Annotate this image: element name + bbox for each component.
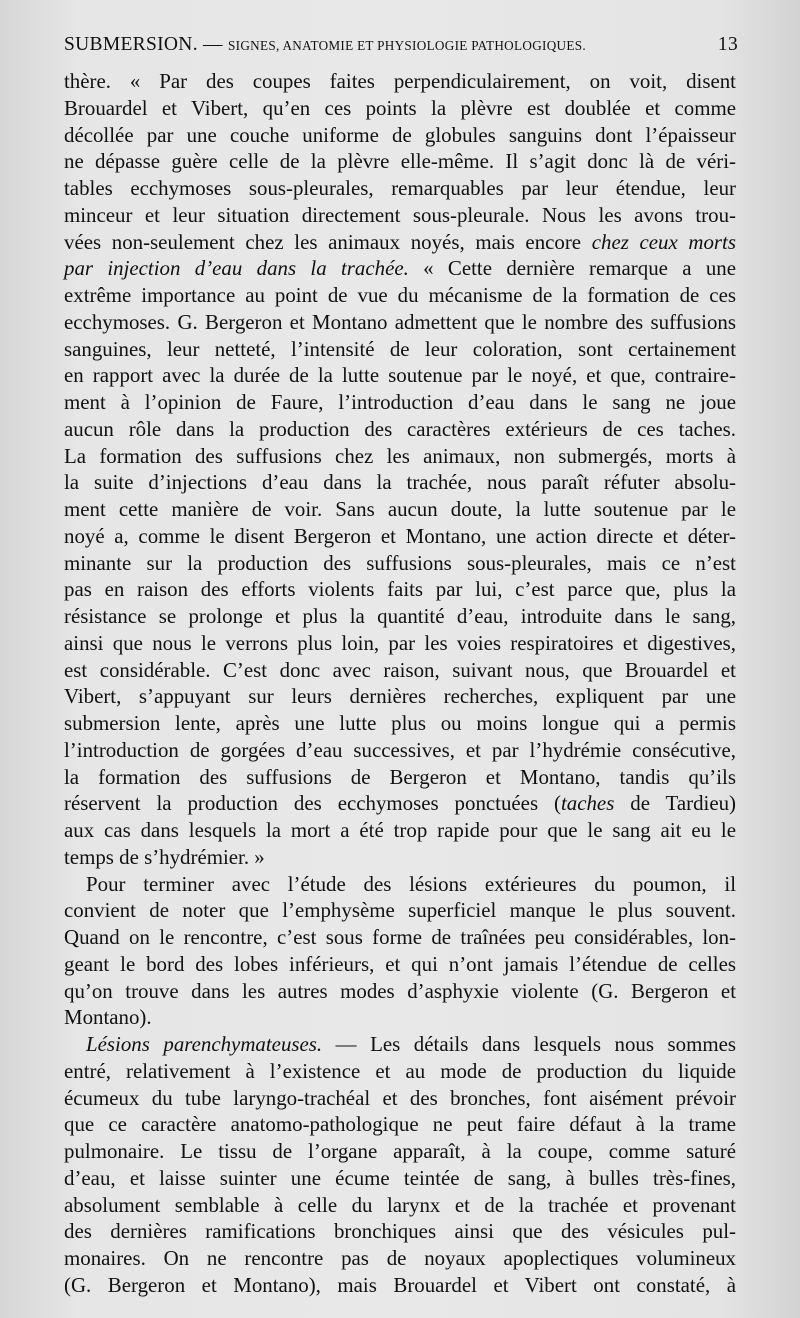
text-line: ne dépasse guère celle de la plèvre elle-même. Il s’agit donc là de véri- [64,149,736,174]
text-line: entré, relativement à l’existence et au mode de production du liquide [64,1058,736,1083]
text-line: réservent la production des ecchymoses ponctuées (taches de Tardieu) [64,791,736,816]
italic-phrase: chez ceux morts [591,229,736,254]
text-line: décollée par une couche uniforme de globules sanguins dont l’épaisseur [64,122,736,147]
text-line: Brouardel et Vibert, qu’en ces points la plèvre est doublée et comme [64,95,736,120]
running-header [64,34,738,58]
text-line: (G. Bergeron et Montano), mais Brouardel et Vibert ont constaté, à [64,1272,736,1297]
text-line: la formation des suffusions de Bergeron et Montano, tandis qu’ils [64,764,736,789]
italic-word: taches [560,791,615,816]
text-line: minceur et leur situation directement sous-pleurale. Nous les avons trou- [64,202,736,227]
text-line: que ce caractère anatomo-pathologique ne peut faire défaut à la trame [64,1112,736,1137]
text-line: noyé a, comme le disent Bergeron et Montano, une action directe et déter- [64,523,736,548]
text-line: est considérable. C’est donc avec raison, suivant nous, que Brouardel et [64,657,736,682]
text-line: pulmonaire. Le tissu de l’organe apparaît, à la coupe, comme saturé [64,1139,736,1163]
text-line: pas en raison des efforts violents faits par lui, c’est parce que, plus la [64,577,736,602]
text-line: absolument semblable à celle du larynx et de la trachée et provenant [64,1192,736,1217]
text-line: Quand on le rencontre, c’est sous forme de traînées peu considérables, lon- [64,925,736,949]
text-line: écumeux du tube laryngo-trachéal et des bronches, font aisément prévoir [64,1085,736,1110]
text-line: résistance se prolonge et plus la quantité d’eau, introduite dans le sang, [64,604,736,628]
text-line: ainsi que nous le verrons plus loin, par les voies respiratoires et digestives, [64,630,736,655]
text-line: en rapport avec la durée de la lutte soutenue par le noyé, et que, contraire- [64,363,736,388]
text-line: d’eau, et laisse suinter une écume teintée de sang, à bulles très-fines, [64,1165,736,1190]
text-line: Montano). [64,1005,152,1030]
text-line: des dernières ramifications bronchiques ainsi que des vésicules pul- [64,1219,736,1244]
text-line: geant le bord des lobes inférieurs, et qui n’ont jamais l’étendue de celles [64,951,736,976]
text-line: Vibert, s’appuyant sur leurs dernières recherches, expliquent par une [64,684,736,709]
body-text [64,68,736,1299]
text-line: La formation des suffusions chez les animaux, non submergés, morts à [64,443,736,468]
text-line: ment cette manière de voir. Sans aucun doute, la lutte soutenue par le [64,497,736,521]
italic-phrase: par injection d’eau dans la trachée. [64,256,409,281]
text-line: vées non-seulement chez les animaux noyés, mais encore chez ceux morts [64,229,736,254]
text-line: tables ecchymoses sous-pleurales, remarquables par leur étendue, leur [64,176,736,200]
text-line: l’introduction de gorgées d’eau successives, et par l’hydrémie consécutive, [64,737,736,762]
text-line: sanguines, leur netteté, l’intensité de leur coloration, sont certainement [64,336,736,361]
text-line: aux cas dans lesquels la mort a été trop rapide pour que le sang ait eu le [64,818,736,842]
text-line: minante sur la production des suffusions sous-pleurales, mais ce n’est [64,550,736,575]
section-heading: Lésions parenchymateuses. [86,1032,323,1056]
page-number: 13 [717,34,738,55]
header-title: SUBMERSION. [64,34,198,55]
text-line: thère. « Par des coupes faites perpendiculairement, on voit, disent [64,69,736,93]
text-line: convient de noter que l’emphysème superficiel manque le plus souvent. [64,898,736,923]
text-line: ment à l’opinion de Faure, l’introduction d’eau dans le sang ne joue [64,390,736,414]
text-line: ecchymoses. G. Bergeron et Montano admettent que le nombre des suffusions [64,309,736,334]
text-line: aucun rôle dans la production des caractères extérieurs de ces taches. [64,416,736,441]
text-line: Lésions parenchymateuses. — Les détails dans lesquels nous sommes [86,1032,736,1056]
text-line: qu’on trouve dans les autres modes d’asphyxie violente (G. Bergeron et [64,978,736,1003]
text-line: Pour terminer avec l’étude des lésions extérieures du poumon, il [86,871,736,896]
text-line: monaires. On ne rencontre pas de noyaux apoplectiques volumineux [64,1246,736,1270]
header-dash: — [197,34,229,55]
text-line: submersion lente, après une lutte plus ou moins longue qui a permis [64,711,736,735]
header-subtitle: SIGNES, ANATOMIE ET PHYSIOLOGIE PATHOLOGIQUES. [228,38,586,53]
text-line: la suite d’injections d’eau dans la trachée, nous paraît réfuter absolu- [64,470,736,495]
text-line: extrême importance au point de vue du mécanisme de la formation de ces [64,283,736,307]
text-line: temps de s’hydrémier. » [64,844,265,869]
text-line: par injection d’eau dans la trachée. « Cette dernière remarque a une [64,256,736,281]
